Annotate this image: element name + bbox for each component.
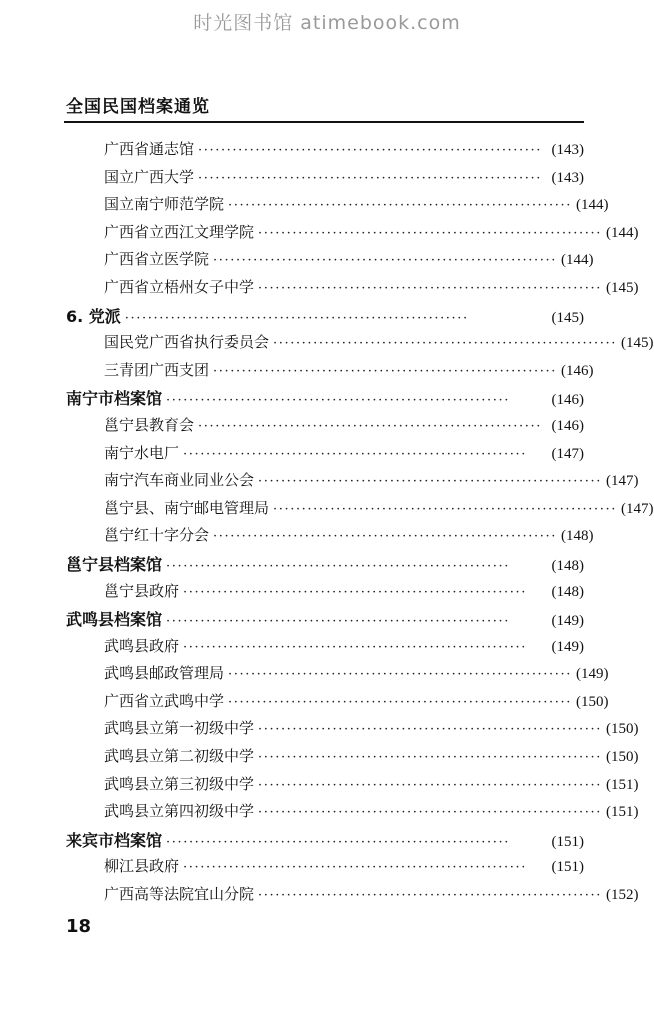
- toc-entry-label: 南宁汽车商业同业公会: [104, 471, 255, 490]
- toc-section-heading: [66, 304, 584, 332]
- toc-entry-page: (151): [551, 859, 584, 876]
- toc-entry-label: 广西省通志馆: [104, 140, 195, 158]
- header-rule: [64, 121, 584, 123]
- toc-dot-leader: ····························································: [258, 750, 602, 766]
- toc-dot-leader: ····························································: [258, 225, 602, 241]
- toc-dot-leader: ····························································: [166, 614, 510, 630]
- toc-entry-label: 武鸣县档案馆: [66, 610, 163, 630]
- toc-entry-label: 国立南宁师范学院: [104, 195, 225, 214]
- toc-entry: [66, 635, 584, 663]
- toc-entry: [66, 166, 584, 194]
- toc-entry-page: (152): [605, 887, 639, 904]
- toc-entry-label: 邕宁县档案馆: [66, 554, 163, 574]
- toc-section-heading: [66, 552, 584, 580]
- toc-entry-label: 邕宁县、南宁邮电管理局: [104, 498, 270, 517]
- toc-entry-label: 武鸣县立第二初级中学: [104, 747, 255, 766]
- toc-dot-leader: ····························································: [183, 639, 527, 655]
- toc-entry: [66, 717, 639, 745]
- toc-entry-label: 邕宁县政府: [104, 581, 180, 600]
- toc-entry-page: (148): [551, 583, 584, 600]
- toc-entry-page: (144): [575, 197, 609, 214]
- toc-entry-page: (146): [560, 362, 594, 379]
- toc-entry-page: (151): [605, 804, 639, 821]
- toc-dot-leader: ····························································: [124, 310, 469, 326]
- toc-entry-page: (147): [620, 500, 654, 517]
- toc-dot-leader: ····························································: [198, 143, 542, 158]
- toc-entry: [66, 442, 584, 470]
- toc-dot-leader: ····························································: [258, 280, 602, 296]
- toc-entry-page: (147): [551, 445, 584, 462]
- toc-dot-leader: ····························································: [183, 860, 527, 876]
- toc-entry-label: 邕宁红十字分会: [104, 526, 210, 545]
- toc-dot-leader: ····························································: [258, 777, 602, 793]
- table-of-contents: [66, 138, 654, 911]
- running-header-title: 全国民国档案通览: [66, 97, 210, 117]
- toc-entry-label: 三青团广西支团: [104, 360, 210, 379]
- toc-dot-leader: ····························································: [198, 418, 542, 434]
- toc-entry-page: (148): [551, 557, 584, 574]
- toc-entry: [66, 690, 609, 718]
- toc-entry: [66, 138, 584, 166]
- page-number: 18: [66, 916, 92, 937]
- toc-entry: [66, 359, 594, 387]
- toc-entry: [66, 800, 639, 828]
- toc-dot-leader: ····························································: [183, 446, 527, 462]
- toc-entry: [66, 469, 639, 497]
- toc-entry-label: 国民党广西省执行委员会: [104, 333, 270, 352]
- toc-entry-label: 武鸣县立第四初级中学: [104, 802, 255, 821]
- toc-entry-label: 武鸣县政府: [104, 636, 180, 655]
- toc-entry: [66, 580, 584, 608]
- toc-dot-leader: ····························································: [213, 253, 557, 269]
- toc-entry-page: (150): [605, 749, 639, 766]
- toc-entry-page: (148): [560, 528, 594, 545]
- toc-entry: [66, 883, 639, 911]
- toc-entry-label: 南宁市档案馆: [66, 389, 163, 409]
- toc-entry-page: (145): [605, 279, 639, 296]
- toc-entry-page: (149): [551, 638, 584, 655]
- toc-entry-page: (151): [605, 776, 639, 793]
- toc-entry: [66, 331, 654, 359]
- toc-dot-leader: ····························································: [198, 170, 542, 186]
- toc-entry-label: 柳江县政府: [104, 857, 180, 876]
- toc-dot-leader: ····························································: [228, 198, 572, 214]
- toc-entry-page: (150): [605, 721, 639, 738]
- toc-entry-label: 国立广西大学: [104, 167, 195, 186]
- toc-entry: [66, 276, 639, 304]
- toc-entry-page: (149): [575, 666, 609, 683]
- toc-entry-page: (147): [605, 473, 639, 490]
- toc-entry: [66, 497, 654, 525]
- toc-dot-leader: ····························································: [258, 805, 602, 821]
- toc-entry: [66, 248, 594, 276]
- toc-dot-leader: ····························································: [258, 474, 602, 490]
- toc-dot-leader: ····························································: [228, 667, 572, 683]
- toc-entry: [66, 773, 639, 801]
- toc-entry-page: (143): [551, 169, 584, 186]
- toc-entry-label: 广西省立西江文理学院: [104, 222, 255, 241]
- toc-entry-page: (144): [605, 224, 639, 241]
- toc-dot-leader: ····························································: [183, 584, 527, 600]
- toc-entry-page: (146): [551, 417, 584, 434]
- toc-dot-leader: ····························································: [258, 722, 602, 738]
- toc-entry-page: (145): [551, 309, 584, 326]
- toc-entry-label: 邕宁县教育会: [104, 415, 195, 434]
- toc-entry: [66, 662, 609, 690]
- toc-entry-label: 来宾市档案馆: [66, 830, 163, 850]
- toc-entry: [66, 193, 609, 221]
- toc-entry-label: 武鸣县立第一初级中学: [104, 719, 255, 738]
- toc-section-heading: [66, 828, 584, 856]
- toc-section-heading: [66, 386, 584, 414]
- toc-entry-page: (143): [551, 142, 584, 158]
- toc-entry-label: 6. 党派: [66, 306, 121, 326]
- toc-entry: [66, 414, 584, 442]
- toc-entry-page: (146): [551, 392, 584, 409]
- toc-dot-leader: ····························································: [273, 501, 617, 517]
- toc-entry-page: (149): [551, 613, 584, 630]
- toc-entry-label: 武鸣县邮政管理局: [104, 664, 225, 683]
- toc-entry-label: 广西高等法院宜山分院: [104, 885, 255, 904]
- toc-entry: [66, 221, 639, 249]
- toc-entry-label: 广西省立医学院: [104, 250, 210, 269]
- toc-dot-leader: ····························································: [166, 393, 510, 409]
- toc-entry-page: (145): [620, 335, 654, 352]
- watermark: 时光图书馆 atimebook.com: [193, 12, 461, 34]
- toc-dot-leader: ····························································: [166, 834, 510, 850]
- toc-entry: [66, 855, 584, 883]
- toc-dot-leader: ····························································: [258, 888, 602, 904]
- toc-dot-leader: ····························································: [228, 694, 572, 710]
- toc-entry-page: (144): [560, 252, 594, 269]
- toc-dot-leader: ····························································: [213, 529, 557, 545]
- toc-entry-label: 广西省立梧州女子中学: [104, 277, 255, 296]
- toc-entry-label: 广西省立武鸣中学: [104, 691, 225, 710]
- toc-dot-leader: ····························································: [166, 558, 510, 574]
- toc-dot-leader: ····························································: [273, 336, 617, 352]
- toc-dot-leader: ····························································: [213, 363, 557, 379]
- toc-entry-page: (151): [551, 833, 584, 850]
- toc-entry-label: 南宁水电厂: [104, 443, 180, 462]
- toc-entry-page: (150): [575, 693, 609, 710]
- toc-entry: [66, 524, 594, 552]
- toc-entry-label: 武鸣县立第三初级中学: [104, 774, 255, 793]
- toc-entry: [66, 745, 639, 773]
- toc-section-heading: [66, 607, 584, 635]
